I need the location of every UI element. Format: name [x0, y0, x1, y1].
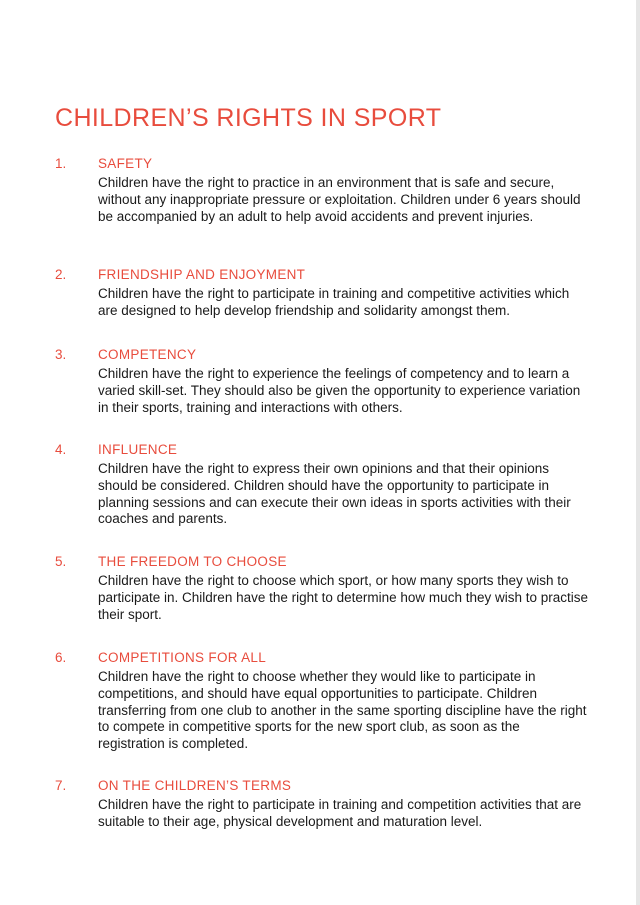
item-heading: THE FREEDOM TO CHOOSE [98, 554, 287, 569]
item-number: 2. [55, 267, 67, 282]
item-body: Children have the right to choose whether they would like to participate in competitions, and should have equal opportunities to participate. Children transferring from one club to another in the same sporting discipline have the right to compete in competitive sports for the new sport club, as soon as the registration is completed. [98, 669, 587, 752]
item-body: Children have the right to express their own opinions and that their opinions should be considered. Children should have the opportunity to participate in planning sessions and can execute their own ideas in sports activities with their coaches and parents. [98, 461, 571, 527]
page-title: CHILDREN’S RIGHTS IN SPORT [55, 104, 442, 132]
item-heading: COMPETITIONS FOR ALL [98, 650, 267, 665]
item-number: 6. [55, 650, 67, 665]
item-heading: FRIENDSHIP AND ENJOYMENT [98, 267, 306, 282]
item-heading: ON THE CHILDREN’S TERMS [98, 778, 292, 793]
item-number: 7. [55, 778, 67, 793]
item-heading: SAFETY [98, 156, 153, 171]
item-body: Children have the right to choose which sport, or how many sports they wish to participate in. Children have the right to determine how much they wish to practise their sport. [98, 573, 589, 622]
item-number: 5. [55, 554, 67, 569]
item-number: 3. [55, 347, 67, 362]
item-body: Children have the right to participate in training and competitive activities which are designed to help develop friendship and solidarity amongst them. [98, 286, 570, 318]
item-body: Children have the right to practice in an environment that is safe and secure, without any inappropriate pressure or exploitation. Children under 6 years should be accompanied by an adult to help avoid accidents and prevent injuries. [98, 175, 581, 224]
item-heading: INFLUENCE [98, 442, 178, 457]
item-number: 1. [55, 156, 67, 171]
item-body: Children have the right to experience the feelings of competency and to learn a varied skill-set. They should also be given the opportunity to experience variation in their sports, training and interactions with others. [98, 366, 581, 415]
item-body: Children have the right to participate in training and competition activities that are suitable to their age, physical development and maturation level. [98, 797, 582, 829]
item-heading: COMPETENCY [98, 347, 197, 362]
page-edge [636, 0, 640, 905]
item-number: 4. [55, 442, 67, 457]
